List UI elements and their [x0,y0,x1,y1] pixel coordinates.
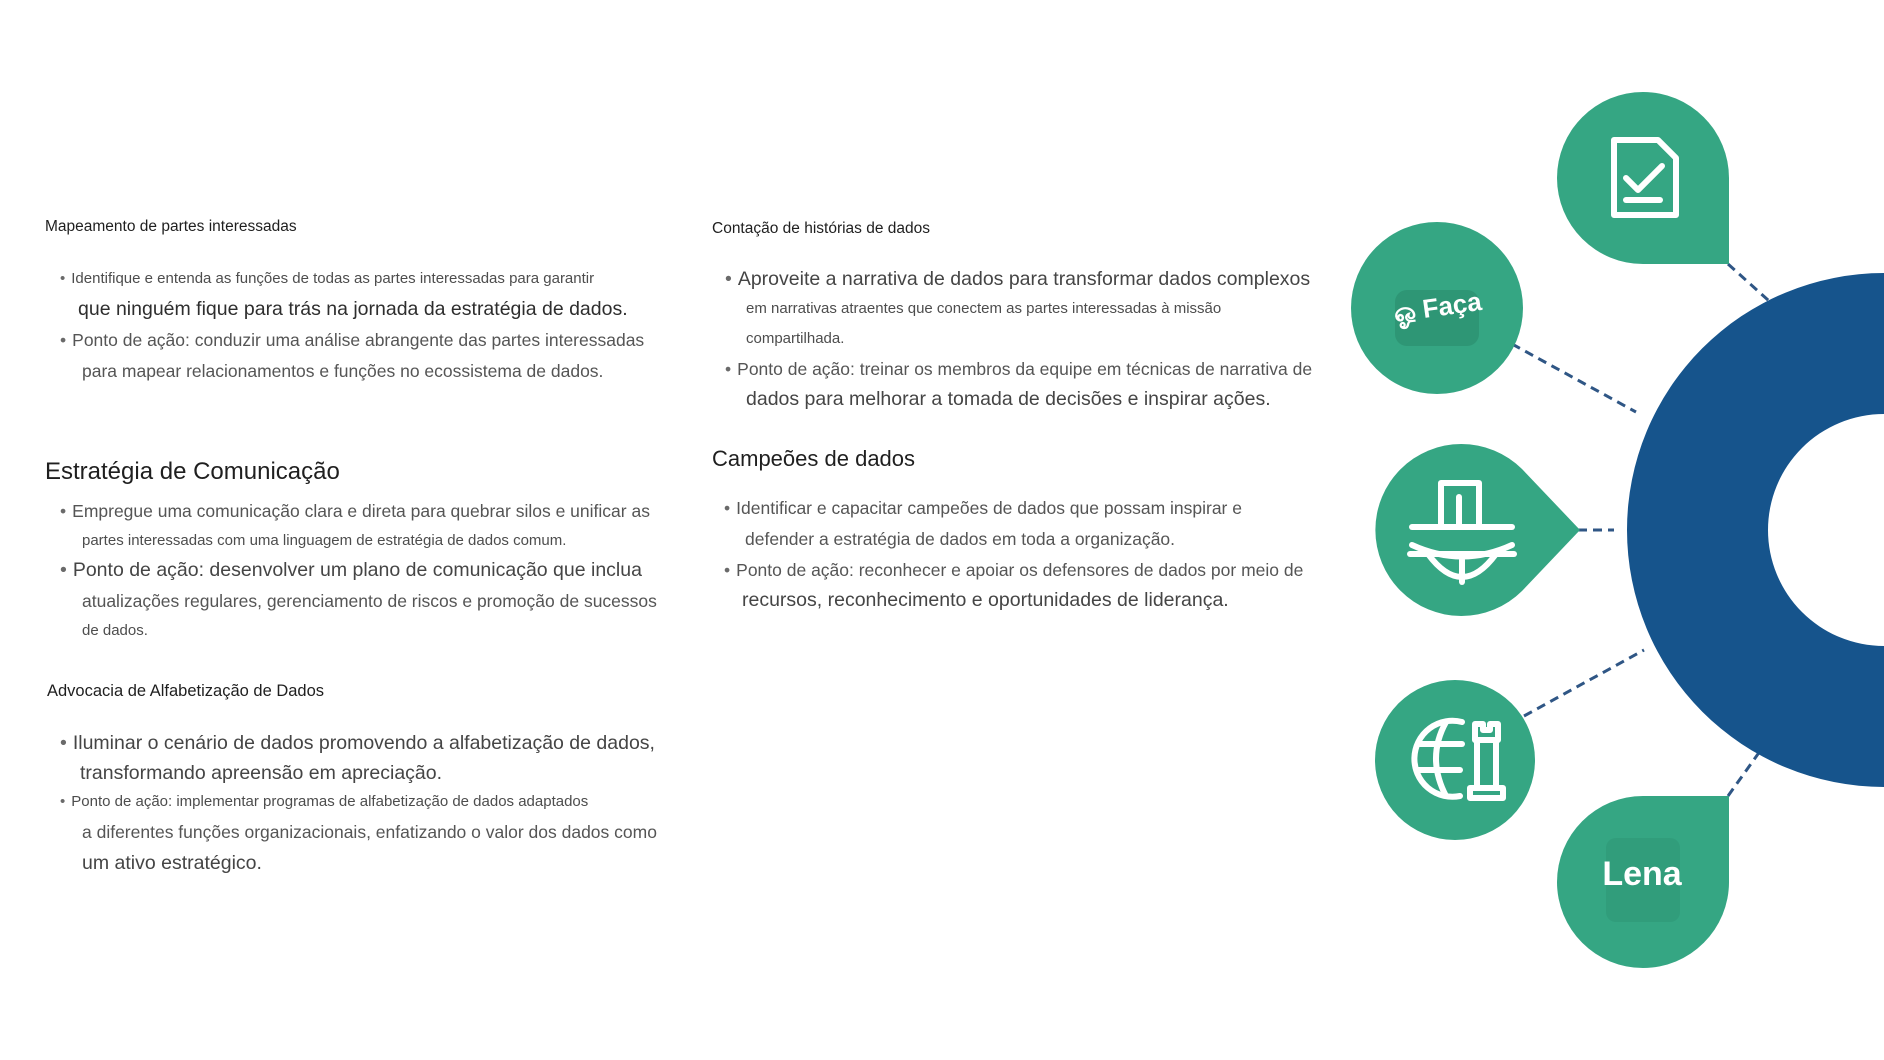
node-bridge-chart[interactable] [1375,444,1580,616]
bullet-text: • Iluminar o cenário de dados promovendo a alfabetização de dados, [60,732,655,755]
bullet-text-cont: compartilhada. [746,330,845,347]
bullet-text-cont: para mapear relacionamentos e funções no ecossistema de dados. [82,361,604,381]
connector-line [1728,264,1788,318]
faca-badge: ஓ Faça [1391,286,1484,329]
bullet-text-cont: um ativo estratégico. [82,852,262,874]
section-title: Estratégia de Comunicação [45,458,340,485]
section-title: Mapeamento de partes interessadas [45,218,297,235]
teardrop-shape [1557,92,1729,264]
section-mapeamento [45,218,665,388]
section-contacao [712,220,1332,420]
connector-line [1512,344,1636,412]
hub-ring [1627,273,1884,787]
bullet-text: • Identificar e capacitar campeões de dados que possam inspirar e [724,498,1242,519]
section-advocacia [45,682,685,882]
connector-line [1524,650,1644,716]
bullet-text-cont: atualizações regulares, gerenciamento de riscos e promoção de sucessos [82,591,657,611]
node-faca[interactable] [1351,222,1523,394]
section-title: Advocacia de Alfabetização de Dados [47,682,325,700]
bullet-text: • Empregue uma comunicação clara e direta para quebrar silos e unificar as [60,501,650,522]
bullet-text-cont: transformando apreensão em apreciação. [80,762,443,784]
node-circle [1375,680,1535,840]
section-comunicacao [45,458,685,648]
bullet-text-cont: defender a estratégia de dados em toda a organização. [745,529,1176,549]
bullet-text-cont: que ninguém fique para trás na jornada da estratégia de dados. [78,298,628,320]
lena-badge: Lena [1602,855,1682,893]
node-lena[interactable] [1557,796,1729,968]
section-title: Campeões de dados [712,446,916,471]
bullet-text: • Identifique e entenda as funções de todas as partes interessadas para garantir [60,270,594,287]
bullet-text-cont: de dados. [82,622,148,639]
bullet-text-cont: partes interessadas com uma linguagem de estratégia de dados comum. [82,532,567,549]
bullet-text: • Ponto de ação: conduzir uma análise abrangente das partes interessadas [60,330,644,351]
section-title: Contação de histórias de dados [712,220,931,237]
bullet-text-cont: recursos, reconhecimento e oportunidades de liderança. [742,589,1229,611]
bullet-text: • Ponto de ação: implementar programas de alfabetização de dados adaptados [60,793,588,810]
bullet-text-cont: a diferentes funções organizacionais, enfatizando o valor dos dados como [82,822,657,842]
bullet-text-cont: dados para melhorar a tomada de decisões e inspirar ações. [746,388,1271,410]
section-campeoes [712,446,1332,616]
bullet-text: • Ponto de ação: desenvolver um plano de comunicação que inclua [60,559,642,582]
node-globe-tower[interactable] [1375,680,1535,840]
bullet-text: • Ponto de ação: treinar os membros da equipe em técnicas de narrativa de [725,359,1312,380]
bullet-text: • Aproveite a narrativa de dados para transformar dados complexos [725,268,1310,291]
node-document-chart[interactable] [1557,92,1729,264]
bullet-text-cont: em narrativas atraentes que conectem as partes interessadas à missão [746,300,1222,317]
bullet-text: • Ponto de ação: reconhecer e apoiar os defensores de dados por meio de [724,560,1303,581]
connector-line [1728,740,1768,796]
